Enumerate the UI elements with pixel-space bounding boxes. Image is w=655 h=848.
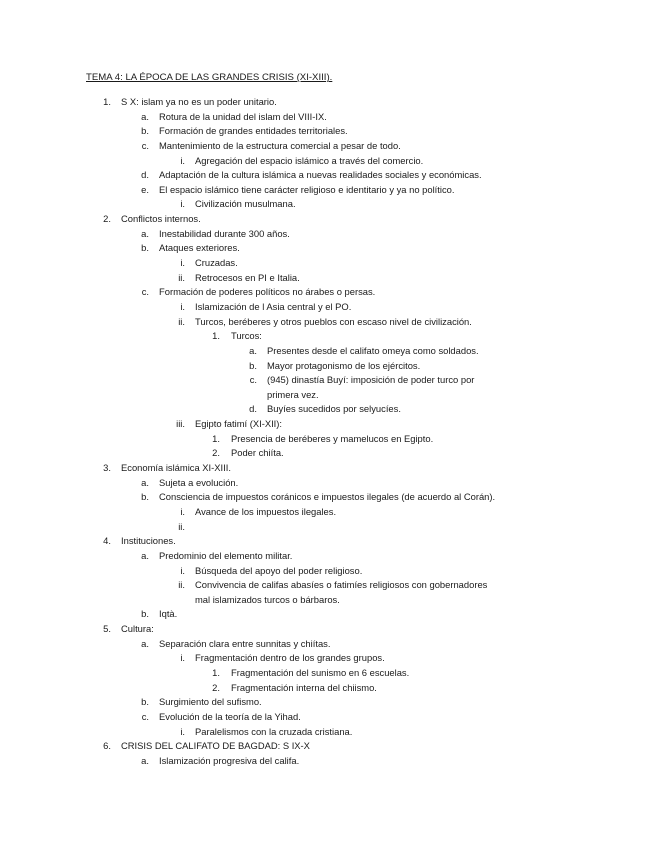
- outline-text: Formación de poderes políticos no árabes o persas.: [159, 286, 376, 298]
- outline-marker: c.: [141, 286, 149, 298]
- outline-text: Conflictos internos.: [121, 213, 201, 225]
- outline-item: [0, 183, 655, 198]
- outline-item: [0, 739, 655, 754]
- outline-item: [0, 227, 655, 242]
- outline-text: Iqtà.: [159, 608, 178, 620]
- outline-text: S X: islam ya no es un poder unitario.: [121, 96, 277, 107]
- outline-text: Predominio del elemento militar.: [159, 549, 293, 561]
- outline-marker: ii.: [178, 315, 185, 327]
- outline-text: Civilización musulmana.: [195, 198, 296, 210]
- outline-item: [0, 388, 655, 403]
- outline-marker: i.: [180, 257, 185, 269]
- outline-item: [0, 564, 655, 579]
- outline-text: Búsqueda del apoyo del poder religioso.: [195, 564, 363, 576]
- outline-text: Separación clara entre sunnitas y chiítas.: [159, 637, 331, 649]
- outline-marker: 4.: [103, 535, 111, 547]
- outline-item: [0, 622, 655, 637]
- outline-marker: iii.: [176, 418, 185, 430]
- outline-text: (945) dinastía Buyí: imposición de poder turco por: [267, 374, 475, 386]
- outline-item: [0, 446, 655, 461]
- outline-text: Consciencia de impuestos coránicos e impuestos ilegales (de acuerdo al Corán).: [159, 491, 496, 503]
- outline-text: Buyíes sucedidos por selyucíes.: [267, 403, 401, 415]
- outline-marker: a.: [141, 227, 149, 239]
- outline-item: [0, 695, 655, 710]
- outline-marker: a.: [249, 344, 257, 356]
- outline-text: Formación de grandes entidades territoriales.: [159, 125, 348, 137]
- outline-text: Fragmentación interna del chiismo.: [231, 681, 377, 693]
- outline-text: Retrocesos en PI e Italia.: [195, 271, 300, 283]
- outline-item: [0, 417, 655, 432]
- outline-item: [0, 329, 655, 344]
- outline-text: Egipto fatimí (XI-XII):: [195, 418, 283, 430]
- outline-text: Mayor protagonismo de los ejércitos.: [267, 359, 421, 371]
- outline-item: [0, 490, 655, 505]
- outline-marker: a.: [141, 476, 149, 488]
- outline-marker: i.: [180, 505, 185, 517]
- outline-text: Presencia de beréberes y mamelucos en Egipto.: [231, 432, 434, 444]
- outline-text: Surgimiento del sufismo.: [159, 696, 262, 708]
- outline-marker: 1.: [212, 330, 220, 342]
- outline-marker: 6.: [103, 740, 111, 752]
- outline-item: [0, 256, 655, 271]
- outline-marker: b.: [141, 696, 149, 708]
- outline-marker: a.: [141, 754, 149, 766]
- outline-item: [0, 607, 655, 622]
- outline-marker: i.: [180, 300, 185, 312]
- outline-text: Islamización de l Asia central y el PO.: [195, 300, 352, 312]
- outline-text: Mantenimiento de la estructura comercial a pesar de todo.: [159, 139, 401, 151]
- outline-text: Inestabilidad durante 300 años.: [159, 227, 290, 239]
- outline-marker: b.: [141, 242, 149, 254]
- outline-marker: ii.: [178, 271, 185, 283]
- outline-text: Turcos:: [231, 330, 262, 342]
- outline-text: Convivencia de califas abasíes o fatimíes religiosos con gobernadores: [195, 579, 488, 591]
- outline-item: [0, 241, 655, 256]
- outline-marker: ii.: [178, 520, 185, 532]
- outline-marker: i.: [180, 652, 185, 664]
- outline-marker: b.: [249, 359, 257, 371]
- outline-text: Agregación del espacio islámico a través del comercio.: [195, 154, 424, 166]
- outline-item: [0, 373, 655, 388]
- outline-marker: 1.: [212, 432, 220, 444]
- outline-item: [0, 95, 655, 110]
- outline-item: [0, 710, 655, 725]
- outline-item: [0, 212, 655, 227]
- outline-item: [0, 461, 655, 476]
- outline-item: [0, 432, 655, 447]
- outline-item: [0, 344, 655, 359]
- outline-marker: a.: [141, 637, 149, 649]
- outline-item: [0, 520, 655, 535]
- outline-item: [0, 139, 655, 154]
- outline-marker: d.: [141, 169, 149, 181]
- outline-marker: 2.: [103, 213, 111, 225]
- outline-marker: d.: [249, 403, 257, 415]
- outline-item: [0, 651, 655, 666]
- outline-text: Ataques exteriores.: [159, 242, 240, 254]
- outline-marker: 3.: [103, 462, 111, 474]
- outline-marker: i.: [180, 725, 185, 737]
- outline-marker: i.: [180, 564, 185, 576]
- outline-text: Presentes desde el califato omeya como soldados.: [267, 344, 479, 356]
- outline-text: El espacio islámico tiene carácter religioso e identitario y ya no político.: [159, 183, 455, 195]
- outline-text: Economía islámica XI-XIII.: [121, 462, 231, 474]
- outline-text: Evolución de la teoría de la Yihad.: [159, 710, 301, 722]
- outline-text: Turcos, beréberes y otros pueblos con escaso nivel de civilización.: [195, 315, 472, 327]
- outline-marker: c.: [141, 139, 149, 151]
- outline-item: [0, 300, 655, 315]
- outline-item: [0, 593, 655, 608]
- outline-item: [0, 505, 655, 520]
- outline-item: [0, 637, 655, 652]
- outline-marker: b.: [141, 608, 149, 620]
- outline-text: Fragmentación del sunismo en 6 escuelas.: [231, 666, 410, 678]
- outline-marker: i.: [180, 154, 185, 166]
- outline-text: Sujeta a evolución.: [159, 476, 239, 488]
- outline-marker: a.: [141, 549, 149, 561]
- outline-marker: 2.: [212, 681, 220, 693]
- outline-marker: 5.: [103, 623, 111, 635]
- outline-marker: 1.: [212, 666, 220, 678]
- outline-text: Adaptación de la cultura islámica a nuevas realidades sociales y económicas.: [159, 169, 482, 181]
- outline-item: [0, 315, 655, 330]
- document-title: TEMA 4: LA ÉPOCA DE LAS GRANDES CRISIS (XI-XIII).: [86, 72, 333, 83]
- outline-text: Islamización progresiva del califa.: [159, 754, 300, 766]
- outline-marker: c.: [249, 374, 257, 386]
- outline-item: [0, 197, 655, 212]
- outline-item: [0, 725, 655, 740]
- outline-text: Fragmentación dentro de los grandes grupos.: [195, 652, 385, 664]
- outline-item: [0, 549, 655, 564]
- outline-item: [0, 402, 655, 417]
- outline-text: Paralelismos con la cruzada cristiana.: [195, 725, 353, 737]
- outline-text: Rotura de la unidad del islam del VIII-IX.: [159, 110, 327, 122]
- outline-text: primera vez.: [267, 388, 319, 400]
- outline-item: [0, 168, 655, 183]
- outline-text: Instituciones.: [121, 535, 176, 547]
- outline-item: [0, 124, 655, 139]
- outline-marker: b.: [141, 491, 149, 503]
- outline-marker: c.: [141, 710, 149, 722]
- outline-item: [0, 754, 655, 769]
- outline-marker: ii.: [178, 579, 185, 591]
- outline-text: Cultura:: [121, 623, 154, 635]
- outline-marker: a.: [141, 110, 149, 122]
- outline-text: Poder chiíta.: [231, 447, 284, 459]
- outline-text: Cruzadas.: [195, 257, 238, 269]
- outline-text: mal islamizados turcos o bárbaros.: [195, 593, 340, 605]
- outline-item: [0, 578, 655, 593]
- outline-item: [0, 154, 655, 169]
- outline-item: [0, 285, 655, 300]
- outline-item: [0, 359, 655, 374]
- outline-marker: i.: [180, 198, 185, 210]
- outline-item: [0, 110, 655, 125]
- outline-item: [0, 476, 655, 491]
- outline-item: [0, 534, 655, 549]
- outline-list: [0, 95, 655, 768]
- outline-text: CRISIS DEL CALIFATO DE BAGDAD: S IX-X: [121, 740, 310, 752]
- outline-item: [0, 271, 655, 286]
- outline-marker: 1.: [103, 96, 111, 107]
- outline-item: [0, 681, 655, 696]
- outline-text: Avance de los impuestos ilegales.: [195, 505, 337, 517]
- outline-item: [0, 666, 655, 681]
- outline-marker: b.: [141, 125, 149, 137]
- outline-marker: 2.: [212, 447, 220, 459]
- outline-marker: e.: [141, 183, 149, 195]
